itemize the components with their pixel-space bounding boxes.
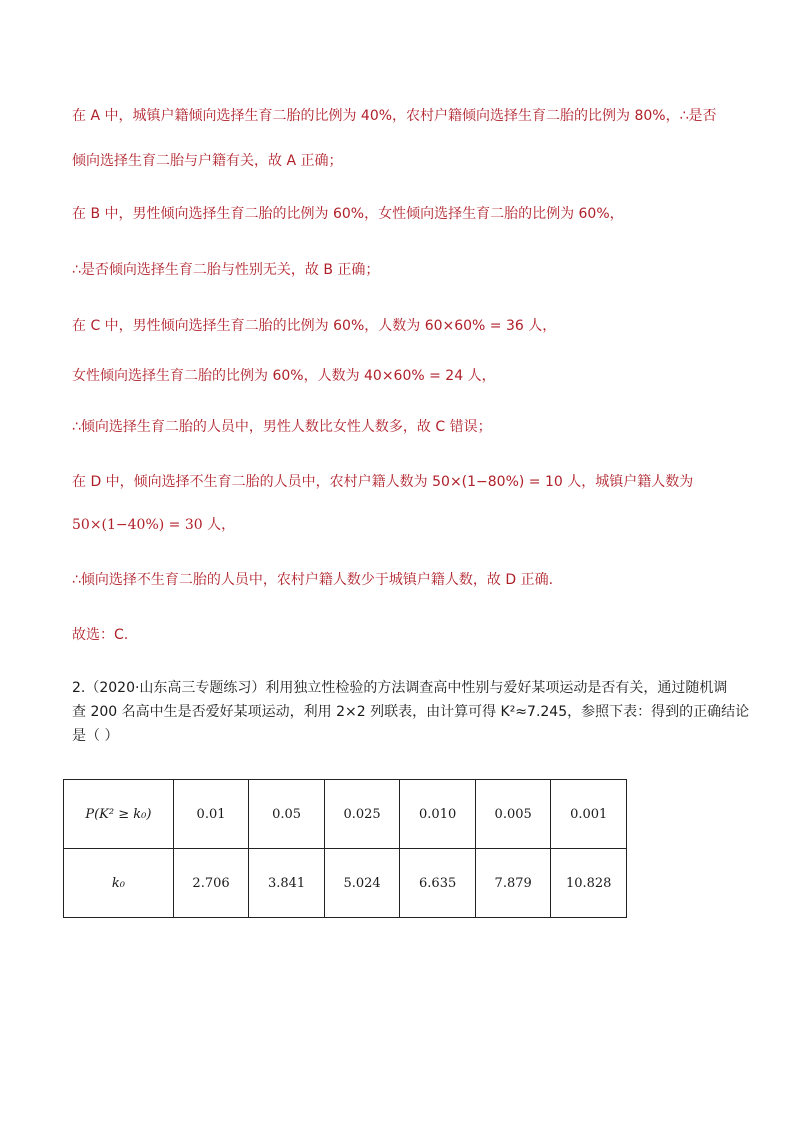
question-2 [72, 676, 750, 748]
table-row [64, 780, 627, 849]
question-line-3: 是（ ） [72, 728, 119, 744]
table-cell: 6.635 [400, 849, 476, 918]
table-cell: 0.001 [551, 780, 627, 849]
table-cell: 0.01 [173, 780, 249, 849]
table-cell: 0.005 [475, 780, 551, 849]
solution-line-5: 在 C 中，男性倾向选择生育二胎的比例为 60%，人数为 60×60% = 36 人， [72, 318, 557, 334]
table-row [64, 849, 627, 918]
solution-line-6: 女性倾向选择生育二胎的比例为 60%，人数为 40×60% = 24 人， [72, 368, 496, 384]
table-cell: 0.05 [249, 780, 325, 849]
table-cell: 7.879 [475, 849, 551, 918]
table-header-probability: P(K² ≥ k₀) [64, 780, 174, 849]
table-header-k0: k₀ [64, 849, 174, 918]
table-cell: 5.024 [324, 849, 400, 918]
solution-line-7: ∴倾向选择生育二胎的人员中，男性人数比女性人数多，故 C 错误； [72, 419, 492, 435]
solution-line-10: ∴倾向选择不生育二胎的人员中，农村户籍人数少于城镇户籍人数，故 D 正确. [72, 572, 554, 588]
solution-line-1: 在 A 中，城镇户籍倾向选择生育二胎的比例为 40%，农村户籍倾向选择生育二胎的比例为 80%，∴是否 [72, 108, 717, 124]
solution-line-4: ∴是否倾向选择生育二胎与性别无关，故 B 正确； [72, 262, 380, 278]
question-line-2: 查 200 名高中生是否爱好某项运动，利用 2×2 列联表，由计算可得 K²≈7.245，参照下表：得到的正确结论 [72, 704, 750, 720]
table-cell: 10.828 [551, 849, 627, 918]
solution-line-8: 在 D 中，倾向选择不生育二胎的人员中，农村户籍人数为 50×(1−80%) = 10 人，城镇户籍人数为 [72, 474, 694, 490]
solution-line-3: 在 B 中，男性倾向选择生育二胎的比例为 60%，女性倾向选择生育二胎的比例为 60%， [72, 206, 624, 222]
table-cell: 0.010 [400, 780, 476, 849]
table-cell: 0.025 [324, 780, 400, 849]
critical-value-table [63, 779, 627, 918]
table-cell: 3.841 [249, 849, 325, 918]
solution-answer: 故选：C. [72, 627, 129, 643]
solution-line-2: 倾向选择生育二胎与户籍有关，故 A 正确； [72, 153, 343, 169]
table-cell: 2.706 [173, 849, 249, 918]
solution-line-9: 50×(1−40%) = 30 人， [72, 517, 236, 533]
question-line-1: 2.（2020·山东高三专题练习）利用独立性检验的方法调查高中性别与爱好某项运动是否有关，通过随机调 [72, 680, 728, 696]
